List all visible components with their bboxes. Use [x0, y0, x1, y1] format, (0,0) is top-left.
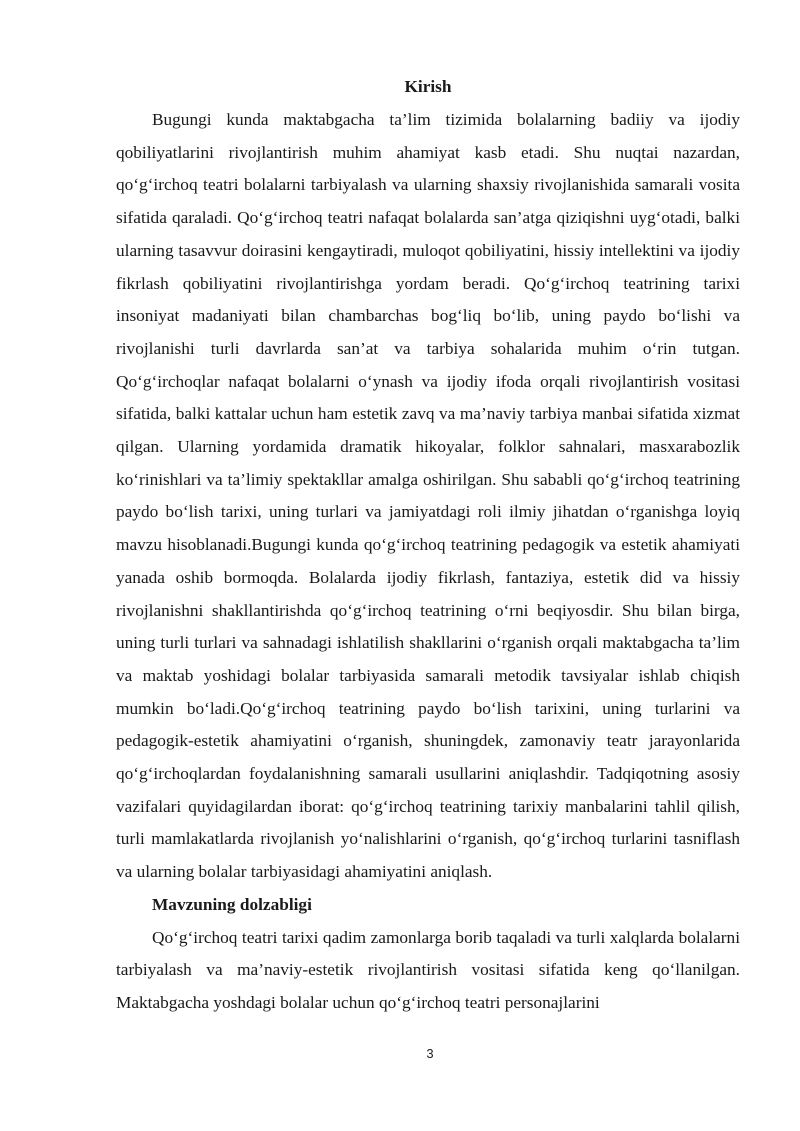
body-paragraph-relevance: Qo‘g‘irchoq teatri tarixi qadim zamonlarga borib taqaladi va turli xalqlarda bolalarni tarbiyalash va ma’naviy-estetik rivojlantirish vositasi sifatida keng qo‘llanilgan. Maktabgacha yoshdagi bolalar uchun qo‘g‘irchoq teatri personajlarini	[116, 927, 740, 1012]
body-paragraph-intro: Bugungi kunda maktabgacha ta’lim tizimida bolalarning badiiy va ijodiy qobiliyatlarini rivojlantirish muhim ahamiyat kasb etadi. Shu nuqtai nazardan, qo‘g‘irchoq teatri bolalarni tarbiyalash va ularning shaxsiy rivojlanishida samarali vosita sifatida qaraladi. Qo‘g‘irchoq teatri nafaqat bolalarda san’atga qiziqishni uyg‘otadi, balki ularning tasavvur doirasini kengaytiradi, muloqot qobiliyatini, hissiy intellektini va ijodiy fikrlash qobiliyatini rivojlantirishga yordam beradi. Qo‘g‘irchoq teatrining tarixi insoniyat madaniyati bilan chambarchas bog‘liq bo‘lib, uning paydo bo‘lishi va rivojlanishi turli davrlarda san’at va tarbiya sohalarida muhim o‘rin tutgan. Qo‘g‘irchoqlar nafaqat bolalarni o‘ynash va ijodiy ifoda orqali rivojlantirish vositasi sifatida, balki kattalar uchun ham estetik zavq va ma’naviy tarbiya manbai sifatida xizmat qilgan. Ularning yordamida dramatik hikoyalar, folklor sahnalari, masxarabozlik ko‘rinishlari va ta’limiy spektakllar amalga oshirilgan. Shu sababli qo‘g‘irchoq teatrining paydo bo‘lish tarixi, uning turlari va jamiyatdagi roli ilmiy jihatdan o‘rganishga loyiq mavzu hisoblanadi.Bugungi kunda qo‘g‘irchoq teatrining pedagogik va estetik ahamiyati yanada oshib bormoqda. Bolalarda ijodiy fikrlash, fantaziya, estetik did va hissiy rivojlanishni shakllantirishda qo‘g‘irchoq teatrining o‘rni beqiyosdir. Shu bilan birga, uning turli turlari va sahnadagi ishlatilish shakllarini o‘rganish orqali maktabgacha ta’lim va maktab yoshidagi bolalar tarbiyasida samarali metodik tavsiyalar ishlab chiqish mumkin bo‘ladi.Qo‘g‘irchoq teatrining paydo bo‘lish tarixini, uning turlarini va pedagogik-estetik ahamiyatini o‘rganish, shuningdek, zamonaviy teatr jarayonlarida qo‘g‘irchoqlardan foydalanishning samarali usullarini aniqlashdir. Tadqiqotning asosiy vazifalari quyidagilardan iborat: qo‘g‘irchoq teatrining tarixiy manbalarini tahlil qilish, turli mamlakatlarda rivojlanish yo‘nalishlarini o‘rganish, qo‘g‘irchoq turlarini tasniflash va ularning bolalar tarbiyasidagi ahamiyatini aniqlash.	[116, 110, 740, 882]
subsection-heading: Mavzuning dolzabligi	[152, 894, 312, 914]
page-number: 3	[426, 1046, 434, 1061]
section-heading: Kirish	[404, 77, 452, 96]
document-page	[116, 74, 740, 1020]
